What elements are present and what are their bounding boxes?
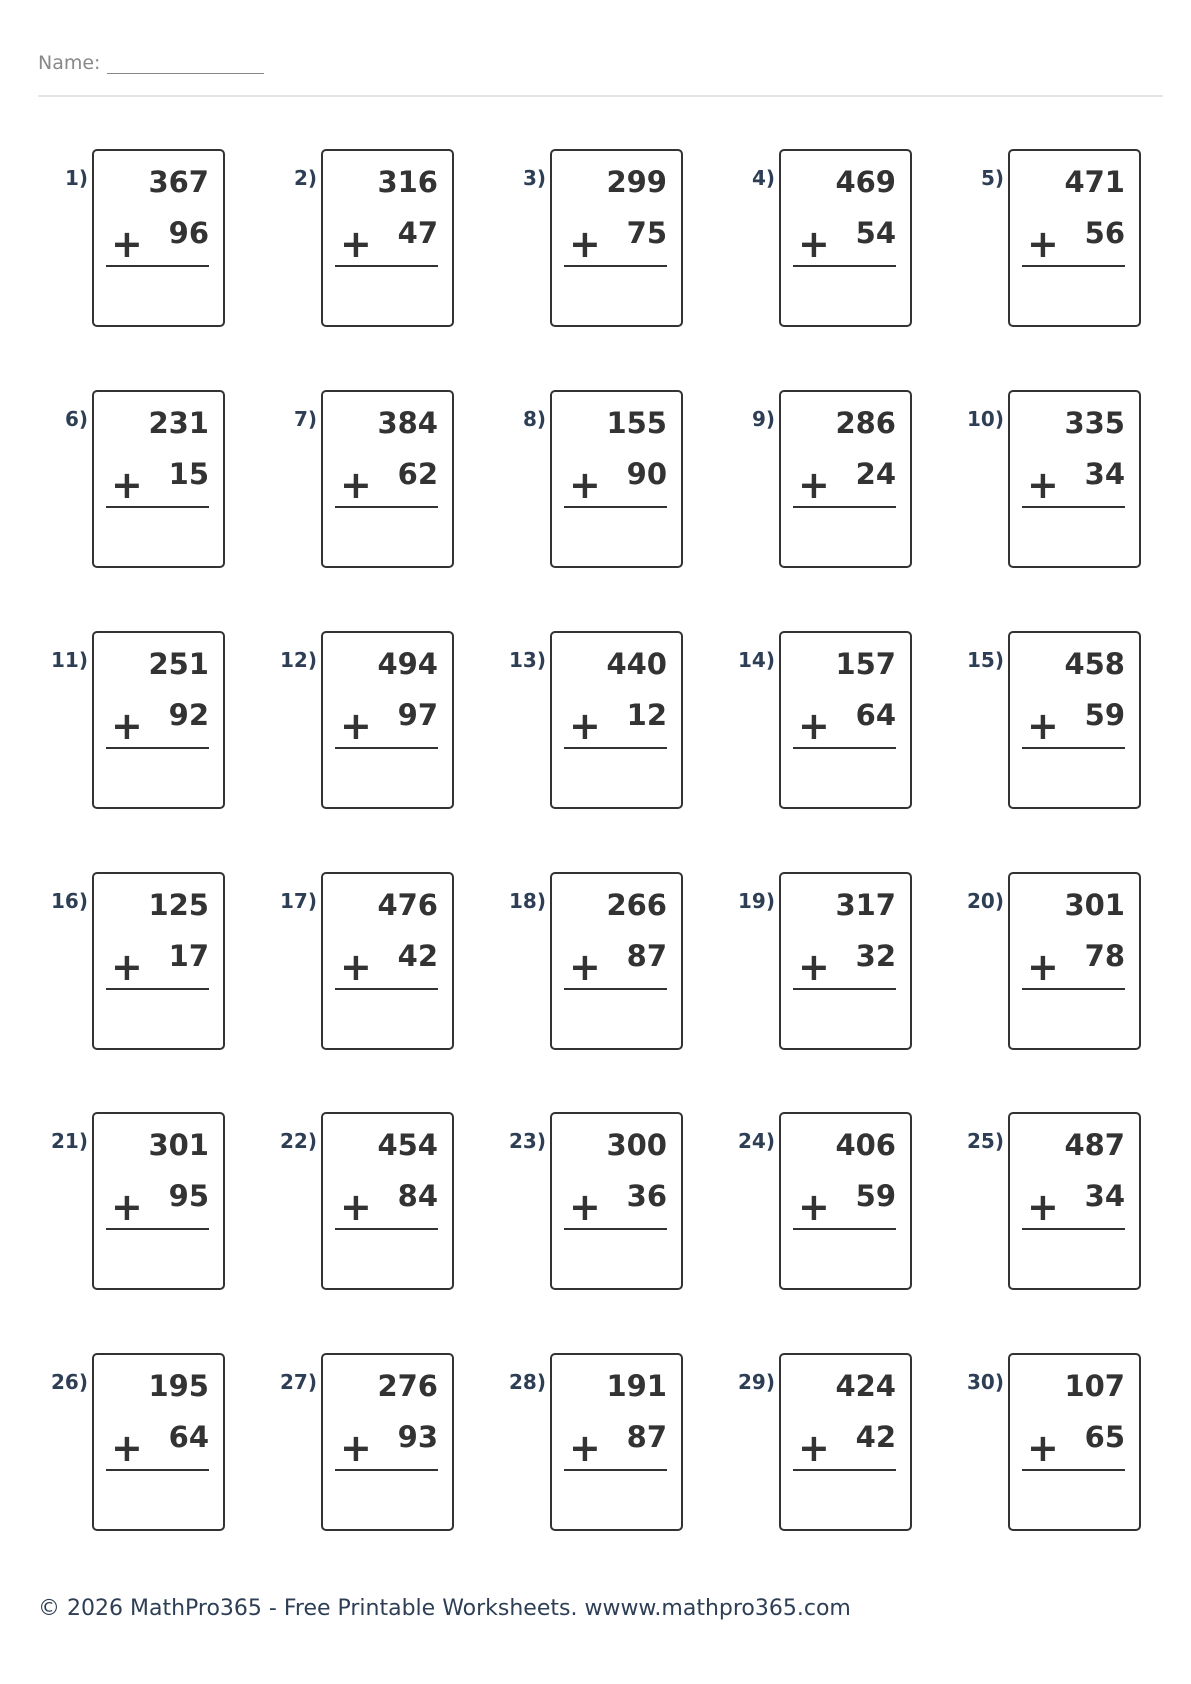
bottom-addend: 65 (1084, 1420, 1125, 1454)
problem-number: 25) (967, 1129, 1004, 1153)
answer-line (335, 747, 438, 749)
bottom-addend: 12 (626, 698, 667, 732)
plus-sign: + (111, 945, 143, 989)
top-addend: 440 (606, 647, 667, 681)
name-field (38, 52, 264, 74)
answer-line (793, 1228, 896, 1230)
problem-number: 18) (509, 889, 546, 913)
bottom-addend: 75 (626, 216, 667, 250)
bottom-addend: 42 (855, 1420, 896, 1454)
top-addend: 231 (148, 406, 209, 440)
plus-sign: + (111, 463, 143, 507)
answer-line (106, 506, 209, 508)
plus-sign: + (340, 463, 372, 507)
plus-sign: + (569, 1426, 601, 1470)
plus-sign: + (1027, 945, 1059, 989)
problem-box[interactable] (92, 1112, 225, 1290)
problem-number: 8) (522, 407, 546, 431)
bottom-addend: 93 (397, 1420, 438, 1454)
top-addend: 301 (1064, 888, 1125, 922)
bottom-addend: 34 (1084, 1179, 1125, 1213)
bottom-addend: 15 (168, 457, 209, 491)
problem-number: 30) (967, 1370, 1004, 1394)
answer-line (106, 747, 209, 749)
answer-line (335, 1228, 438, 1230)
answer-line (793, 506, 896, 508)
answer-line (564, 1228, 667, 1230)
problem-box[interactable] (321, 390, 454, 568)
top-addend: 299 (606, 165, 667, 199)
answer-line (106, 1228, 209, 1230)
addition-problem (229, 872, 459, 1052)
addition-problem (916, 631, 1146, 811)
problem-number: 10) (967, 407, 1004, 431)
answer-line (793, 1469, 896, 1471)
top-addend: 266 (606, 888, 667, 922)
problem-box[interactable] (550, 390, 683, 568)
problem-box[interactable] (321, 631, 454, 809)
plus-sign: + (798, 1426, 830, 1470)
problem-box[interactable] (779, 631, 912, 809)
plus-sign: + (569, 222, 601, 266)
plus-sign: + (111, 222, 143, 266)
problem-number: 13) (509, 648, 546, 672)
answer-line (564, 506, 667, 508)
problem-box[interactable] (321, 149, 454, 327)
plus-sign: + (340, 1185, 372, 1229)
problem-box[interactable] (779, 1353, 912, 1531)
problem-box[interactable] (779, 390, 912, 568)
problem-box[interactable] (550, 872, 683, 1050)
answer-line (1022, 1469, 1125, 1471)
top-addend: 301 (148, 1128, 209, 1162)
header-divider (38, 95, 1163, 97)
problem-number: 19) (738, 889, 775, 913)
plus-sign: + (569, 704, 601, 748)
addition-problem (458, 1353, 688, 1533)
bottom-addend: 47 (397, 216, 438, 250)
top-addend: 458 (1064, 647, 1125, 681)
plus-sign: + (1027, 463, 1059, 507)
addition-problem (458, 872, 688, 1052)
answer-line (1022, 1228, 1125, 1230)
plus-sign: + (798, 704, 830, 748)
addition-problem (687, 149, 917, 329)
top-addend: 125 (148, 888, 209, 922)
top-addend: 494 (377, 647, 438, 681)
problem-box[interactable] (1008, 1112, 1141, 1290)
answer-line (1022, 506, 1125, 508)
top-addend: 107 (1064, 1369, 1125, 1403)
bottom-addend: 62 (397, 457, 438, 491)
top-addend: 424 (835, 1369, 896, 1403)
plus-sign: + (340, 222, 372, 266)
bottom-addend: 42 (397, 939, 438, 973)
bottom-addend: 92 (168, 698, 209, 732)
bottom-addend: 59 (1084, 698, 1125, 732)
addition-problem (687, 872, 917, 1052)
answer-line (1022, 988, 1125, 990)
problem-number: 11) (51, 648, 88, 672)
plus-sign: + (111, 1185, 143, 1229)
problem-box[interactable] (1008, 631, 1141, 809)
bottom-addend: 34 (1084, 457, 1125, 491)
answer-line (564, 988, 667, 990)
problem-box[interactable] (92, 872, 225, 1050)
problem-number: 3) (522, 166, 546, 190)
problem-number: 16) (51, 889, 88, 913)
bottom-addend: 32 (855, 939, 896, 973)
problem-number: 17) (280, 889, 317, 913)
problem-number: 27) (280, 1370, 317, 1394)
answer-line (564, 265, 667, 267)
problem-box[interactable] (1008, 1353, 1141, 1531)
addition-problem (916, 390, 1146, 570)
top-addend: 335 (1064, 406, 1125, 440)
problem-box[interactable] (321, 872, 454, 1050)
problem-number: 15) (967, 648, 1004, 672)
top-addend: 316 (377, 165, 438, 199)
bottom-addend: 64 (168, 1420, 209, 1454)
bottom-addend: 95 (168, 1179, 209, 1213)
problem-box[interactable] (92, 149, 225, 327)
answer-line (1022, 265, 1125, 267)
addition-problem (916, 1353, 1146, 1533)
footer-copyright: © 2026 MathPro365 - Free Printable Worksheets. wwww.mathpro365.com (38, 1596, 851, 1621)
problem-number: 28) (509, 1370, 546, 1394)
problem-number: 6) (64, 407, 88, 431)
problem-number: 9) (751, 407, 775, 431)
answer-line (106, 1469, 209, 1471)
problem-box[interactable] (321, 1353, 454, 1531)
problem-box[interactable] (550, 631, 683, 809)
answer-line (793, 747, 896, 749)
answer-line (564, 747, 667, 749)
plus-sign: + (1027, 1426, 1059, 1470)
name-label: Name: (38, 52, 101, 74)
bottom-addend: 78 (1084, 939, 1125, 973)
problem-box[interactable] (321, 1112, 454, 1290)
answer-line (335, 265, 438, 267)
answer-line (1022, 747, 1125, 749)
problem-box[interactable] (779, 1112, 912, 1290)
addition-problem (687, 390, 917, 570)
problem-box[interactable] (1008, 390, 1141, 568)
top-addend: 476 (377, 888, 438, 922)
top-addend: 317 (835, 888, 896, 922)
problem-box[interactable] (779, 872, 912, 1050)
bottom-addend: 87 (626, 1420, 667, 1454)
plus-sign: + (569, 945, 601, 989)
top-addend: 286 (835, 406, 896, 440)
answer-line (335, 988, 438, 990)
top-addend: 367 (148, 165, 209, 199)
problem-number: 5) (980, 166, 1004, 190)
plus-sign: + (798, 222, 830, 266)
top-addend: 471 (1064, 165, 1125, 199)
addition-problem (916, 149, 1146, 329)
top-addend: 191 (606, 1369, 667, 1403)
top-addend: 155 (606, 406, 667, 440)
top-addend: 454 (377, 1128, 438, 1162)
bottom-addend: 36 (626, 1179, 667, 1213)
top-addend: 276 (377, 1369, 438, 1403)
problem-number: 24) (738, 1129, 775, 1153)
problem-number: 26) (51, 1370, 88, 1394)
problem-box[interactable] (1008, 149, 1141, 327)
problem-number: 1) (64, 166, 88, 190)
plus-sign: + (340, 1426, 372, 1470)
bottom-addend: 24 (855, 457, 896, 491)
addition-problem (687, 631, 917, 811)
addition-problem (229, 1353, 459, 1533)
problem-number: 2) (293, 166, 317, 190)
addition-problem (0, 631, 230, 811)
bottom-addend: 87 (626, 939, 667, 973)
answer-line (564, 1469, 667, 1471)
answer-line (335, 1469, 438, 1471)
addition-problem (0, 390, 230, 570)
top-addend: 300 (606, 1128, 667, 1162)
problem-box[interactable] (779, 149, 912, 327)
bottom-addend: 54 (855, 216, 896, 250)
problem-number: 7) (293, 407, 317, 431)
addition-problem (0, 872, 230, 1052)
plus-sign: + (340, 945, 372, 989)
top-addend: 384 (377, 406, 438, 440)
bottom-addend: 90 (626, 457, 667, 491)
plus-sign: + (798, 463, 830, 507)
plus-sign: + (569, 463, 601, 507)
answer-line (106, 988, 209, 990)
top-addend: 157 (835, 647, 896, 681)
addition-problem (916, 1112, 1146, 1292)
bottom-addend: 56 (1084, 216, 1125, 250)
problem-box[interactable] (550, 1353, 683, 1531)
name-blank-line[interactable] (107, 73, 264, 74)
problem-number: 21) (51, 1129, 88, 1153)
answer-line (793, 988, 896, 990)
addition-problem (458, 631, 688, 811)
answer-line (335, 506, 438, 508)
bottom-addend: 96 (168, 216, 209, 250)
answer-line (793, 265, 896, 267)
addition-problem (0, 1112, 230, 1292)
top-addend: 487 (1064, 1128, 1125, 1162)
addition-problem (458, 390, 688, 570)
bottom-addend: 97 (397, 698, 438, 732)
problem-number: 22) (280, 1129, 317, 1153)
problem-box[interactable] (550, 1112, 683, 1290)
plus-sign: + (798, 1185, 830, 1229)
addition-problem (687, 1112, 917, 1292)
problem-number: 12) (280, 648, 317, 672)
answer-line (106, 265, 209, 267)
plus-sign: + (798, 945, 830, 989)
problem-box[interactable] (92, 631, 225, 809)
top-addend: 195 (148, 1369, 209, 1403)
plus-sign: + (111, 704, 143, 748)
bottom-addend: 17 (168, 939, 209, 973)
addition-problem (458, 1112, 688, 1292)
bottom-addend: 64 (855, 698, 896, 732)
plus-sign: + (340, 704, 372, 748)
plus-sign: + (569, 1185, 601, 1229)
problem-number: 20) (967, 889, 1004, 913)
plus-sign: + (1027, 222, 1059, 266)
problem-number: 14) (738, 648, 775, 672)
addition-problem (916, 872, 1146, 1052)
addition-problem (229, 1112, 459, 1292)
problem-box[interactable] (92, 1353, 225, 1531)
addition-problem (458, 149, 688, 329)
bottom-addend: 84 (397, 1179, 438, 1213)
problem-number: 4) (751, 166, 775, 190)
bottom-addend: 59 (855, 1179, 896, 1213)
addition-problem (687, 1353, 917, 1533)
problem-number: 29) (738, 1370, 775, 1394)
plus-sign: + (1027, 1185, 1059, 1229)
addition-problem (229, 631, 459, 811)
plus-sign: + (1027, 704, 1059, 748)
addition-problem (0, 1353, 230, 1533)
addition-problem (229, 390, 459, 570)
problem-box[interactable] (92, 390, 225, 568)
top-addend: 406 (835, 1128, 896, 1162)
top-addend: 469 (835, 165, 896, 199)
problem-box[interactable] (1008, 872, 1141, 1050)
addition-problem (229, 149, 459, 329)
plus-sign: + (111, 1426, 143, 1470)
top-addend: 251 (148, 647, 209, 681)
problem-number: 23) (509, 1129, 546, 1153)
problem-box[interactable] (550, 149, 683, 327)
addition-problem (0, 149, 230, 329)
